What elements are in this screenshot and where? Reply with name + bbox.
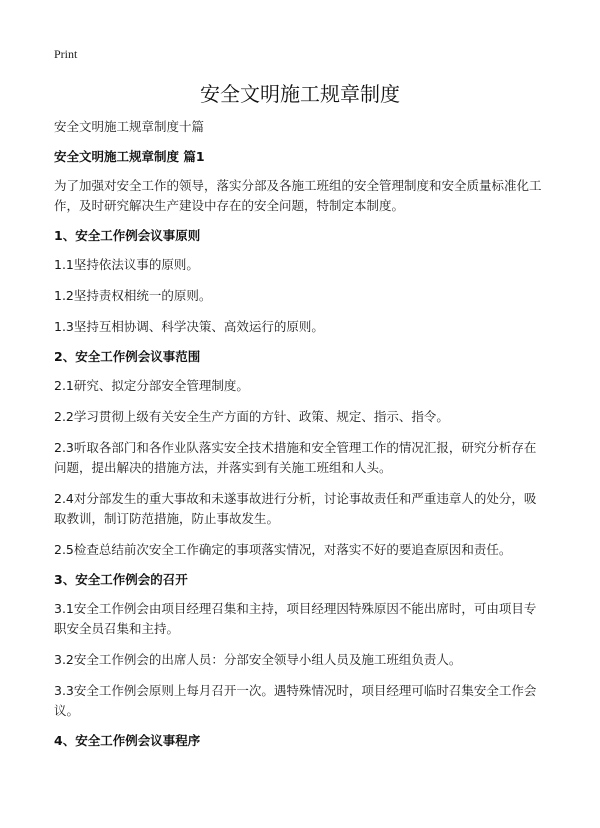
list-item: 2.5检查总结前次安全工作确定的事项落实情况，对落实不好的要追查原因和责任。 (54, 542, 512, 557)
intro-paragraph: 为了加强对安全工作的领导，落实分部及各施工班组的安全管理制度和安全质量标准化工作，及时研究解决生产建设中存在的安全问题，特制定本制度。 (54, 178, 542, 213)
list-item: 2.3听取各部门和各作业队落实安全技术措施和安全管理工作的情况汇报，研究分析存在问题，提出解决的措施方法，并落实到有关施工班组和人头。 (54, 440, 537, 475)
section-heading: 4、安全工作例会议事程序 (54, 733, 201, 748)
list-item: 3.1安全工作例会由项目经理召集和主持，项目经理因特殊原因不能出席时，可由项目专职安全员召集和主持。 (54, 601, 537, 636)
section-3 (54, 571, 546, 721)
list-item: 2.4对分部发生的重大事故和未遂事故进行分析，讨论事故责任和严重违章人的处分，吸取教训，制订防范措施，防止事故发生。 (54, 491, 537, 526)
document-subtitle: 安全文明施工规章制度十篇 (54, 119, 205, 134)
section-4 (54, 732, 546, 750)
section-heading: 1、安全工作例会议事原则 (54, 228, 201, 243)
chapter-heading: 安全文明施工规章制度 篇1 (54, 149, 205, 164)
section-1 (54, 227, 546, 337)
section-heading: 2、安全工作例会议事范围 (54, 349, 201, 364)
list-item: 3.2安全工作例会的出席人员：分部安全领导小组人员及施工班组负责人。 (54, 652, 462, 667)
section-heading: 3、安全工作例会的召开 (54, 572, 188, 587)
list-item: 1.3坚持互相协调、科学决策、高效运行的原则。 (54, 319, 324, 334)
list-item: 1.2坚持责权相统一的原则。 (54, 288, 212, 303)
list-item: 2.2学习贯彻上级有关安全生产方面的方针、政策、规定、指示、指令。 (54, 409, 449, 424)
list-item: 3.3安全工作例会原则上每月召开一次。遇特殊情况时，项目经理可临时召集安全工作会议。 (54, 683, 537, 718)
list-item: 1.1坚持依法议事的原则。 (54, 257, 199, 272)
print-label[interactable]: Print (54, 47, 78, 61)
list-item: 2.1研究、拟定分部安全管理制度。 (54, 378, 249, 393)
page-title: 安全文明施工规章制度 (200, 82, 400, 106)
section-2 (54, 348, 546, 560)
